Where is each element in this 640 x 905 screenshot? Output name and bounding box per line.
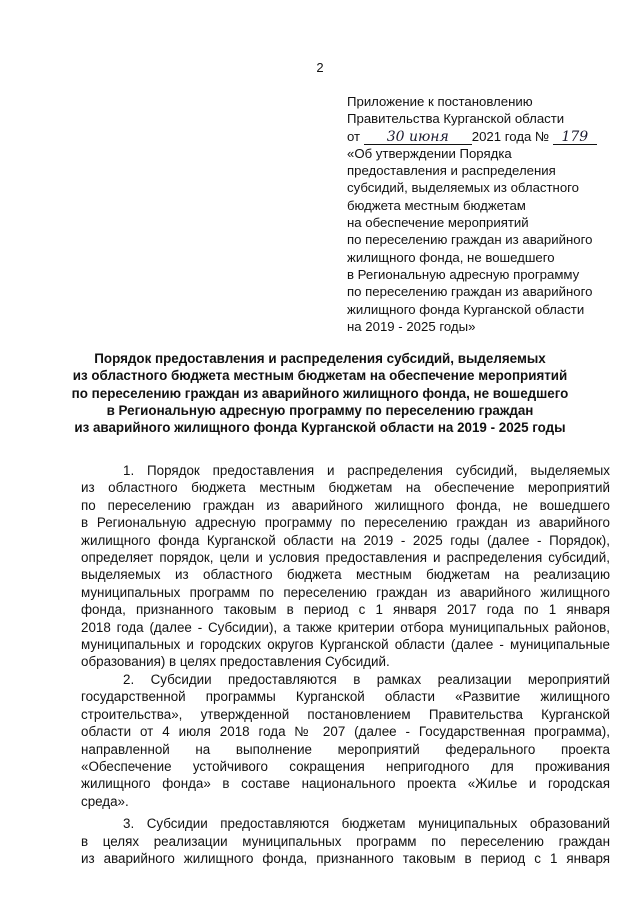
- paragraph-line: направленной на выполнение мероприятий федерального проекта: [81, 741, 610, 757]
- paragraph-line: муниципальных и городских округов Курганской области (далее - муниципальные: [81, 637, 610, 653]
- title-line: из аварийного жилищного фонда Курганской области на 2019 - 2025 годы: [74, 420, 566, 436]
- paragraph-line: 1. Порядок предоставления и распределения субсидий, выделяемых: [123, 463, 610, 478]
- page-number: 2: [316, 60, 324, 75]
- appendix-line: в Региональную адресную программу: [347, 266, 580, 282]
- appendix-line: Приложение к постановлению: [347, 94, 533, 109]
- paragraph-line: из областного бюджета местным бюджетам на обеспечение мероприятий: [81, 480, 610, 496]
- appendix-block: [347, 93, 632, 335]
- appendix-date-line: [347, 128, 632, 145]
- appendix-line: по переселению граждан из аварийного: [347, 232, 593, 248]
- paragraph-line: «Обеспечение устойчивого сокращения непригодного для проживания: [81, 758, 610, 774]
- paragraph-line: области от 4 июля 2018 года № 207 (далее - Государственная программа),: [81, 724, 610, 740]
- title-line: по переселению граждан из аварийного жилищного фонда, не вошедшего: [71, 385, 569, 401]
- title-line: Порядок предоставления и распределения субсидий, выделяемых: [94, 351, 546, 366]
- paragraph-line: по переселению граждан из аварийного жилищного фонда, не вошедшего: [81, 497, 610, 513]
- paragraph-line: строительства», утвержденной постановлением Правительства Курганской: [81, 706, 610, 722]
- paragraph-line: образования) в целях предоставления Субсидий.: [81, 654, 390, 670]
- paragraph-line: муниципальных программ по переселению граждан из аварийного жилищного: [81, 584, 610, 600]
- paragraph-line: фонда, признанного таковым в период с 1 января 2017 года по 1 января: [81, 602, 610, 618]
- appendix-line: «Об утверждении Порядка: [347, 145, 512, 161]
- paragraph-line: из аварийного жилищного фонда, признанного таковым в период с 1 января: [81, 850, 610, 866]
- paragraph-line: жилищного фонда Курганской области на 2019 - 2025 годы (далее - Порядок),: [81, 532, 610, 548]
- paragraph: [81, 462, 610, 671]
- appendix-line: по переселению граждан из аварийного: [347, 284, 593, 300]
- paragraph-line: определяет порядок, цели и условия предоставления и распределения субсидий,: [81, 550, 610, 566]
- title-line: в Региональную адресную программу по переселению граждан: [106, 402, 534, 418]
- appendix-line: на обеспечение мероприятий: [347, 215, 529, 231]
- appendix-line: жилищного фонда Курганской области: [347, 301, 585, 317]
- handwritten-date: 30 июня: [364, 130, 472, 145]
- appendix-line: Правительства Курганской области: [347, 111, 565, 127]
- paragraph-line: государственной программы Курганской области «Развитие жилищного: [81, 689, 610, 705]
- paragraph-line: среда».: [81, 793, 129, 809]
- paragraph-line: в Региональную адресную программу по переселению граждан из аварийного: [81, 515, 610, 531]
- appendix-line: предоставления и распределения: [347, 163, 556, 179]
- paragraph-line: 2018 года (далее - Субсидии), а также критерии отбора муниципальных районов,: [81, 619, 610, 635]
- paragraph: [81, 671, 610, 810]
- appendix-line: бюджета местным бюджетам: [347, 197, 526, 213]
- document-title: [20, 350, 620, 436]
- paragraph-line: выделяемых из областного бюджета местным бюджетам на реализацию: [81, 567, 610, 583]
- date-suffix: 2021 года №: [471, 128, 550, 144]
- paragraph-line: 2. Субсидии предоставляются в рамках реализации мероприятий: [123, 671, 610, 687]
- paragraph-line: 3. Субсидии предоставляются бюджетам муниципальных образований: [123, 816, 610, 832]
- appendix-line: жилищного фонда, не вошедшего: [347, 249, 555, 265]
- appendix-line: на 2019 - 2025 годы»: [347, 318, 476, 334]
- paragraph-line: в целях реализации муниципальных программ по переселению граждан: [81, 833, 610, 849]
- paragraph: [81, 815, 610, 867]
- appendix-line: субсидий, выделяемых из областного: [347, 180, 580, 196]
- title-line: из областного бюджета местным бюджетам на обеспечение мероприятий: [72, 368, 568, 384]
- handwritten-number: 179: [553, 130, 597, 145]
- date-prefix: от: [347, 128, 361, 144]
- paragraph-line: жилищного фонда» в составе национального проекта «Жилье и городская: [81, 776, 610, 792]
- document-body: [81, 462, 610, 867]
